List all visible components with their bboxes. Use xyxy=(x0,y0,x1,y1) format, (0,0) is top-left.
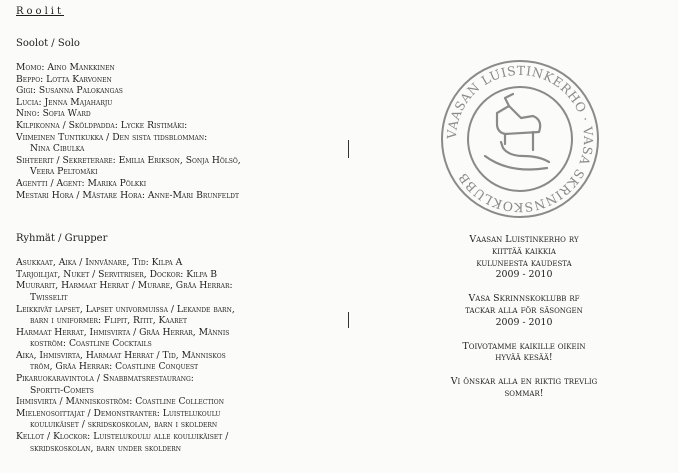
groups-section-title: Ryhmät / Grupper xyxy=(16,233,108,245)
thanks-line: 2009 - 2010 xyxy=(495,269,553,281)
thanks-line: 2009 - 2010 xyxy=(495,316,553,328)
thanks-line: kuluneesta kaudesta xyxy=(476,257,572,269)
solo-entry: Gigi: Susanna Palokangas xyxy=(16,85,123,97)
solo-entry: Lucia: Jenna Majaharju xyxy=(16,96,113,108)
group-entry: Aika, Ihmisvirta, Harmaat Herrat / Tid, Människos tröm, Gråa Herrar: Coastline Conquest xyxy=(16,349,226,373)
solo-entry: Kilpikonna / Sköldpadda: Lycke Ristimäki: xyxy=(16,119,188,131)
group-entry: Kellot / Klockor: Luistelukoulu alle kouluikäiset / skridskoskolan, barn under skoldern xyxy=(16,431,229,454)
solo-list xyxy=(16,62,346,201)
wish-line: sommar! xyxy=(504,387,544,399)
solo-entry: Viimeinen Tuntikukka / Den sista tidsblomman: Nina Cibulka xyxy=(16,131,208,155)
thanks-line: Vaasan Luistinkerho ry xyxy=(469,234,579,245)
wish-line: Toivotamme kaikille oikein xyxy=(462,340,586,352)
roles-heading: Roolit xyxy=(16,6,64,17)
group-entry: Tarjoilijat, Nuket / Servitriser, Dockor: Kilpa B xyxy=(16,268,217,280)
wish-line: Vi önskar alla en riktig trevlig xyxy=(450,376,598,388)
solo-entry: Nino: Sofia Ward xyxy=(16,108,91,120)
solo-entry: Agentti / Agent: Marika Pölkki xyxy=(16,177,147,189)
fold-mark xyxy=(348,312,349,328)
group-entry: Asukkaat, Aika / Innvånare, Tid: Kilpa A xyxy=(16,257,183,269)
group-entry: Pikaruokaravintola / Snabbmatsrestaurang: Sportti-Comets xyxy=(16,373,194,396)
solo-entry: Momo: Aino Mankkinen xyxy=(16,62,115,73)
skate-icon xyxy=(485,94,549,170)
solo-entry: Beppo: Lotta Karvonen xyxy=(16,73,112,85)
club-seal-logo xyxy=(439,58,601,220)
solo-section-title: Soolot / Solo xyxy=(16,38,80,49)
svg-text:VAASAN LUISTINKERHO · VASA SKR: VAASAN LUISTINKERHO · VASA SKRINNSKOKLUBB xyxy=(443,62,597,216)
group-entry: Leikkivät lapset, Lapset univormuissa / Lekande barn, barn i uniformer: Flipit, Ritit, Kaaret xyxy=(16,303,235,327)
group-entry: Mielenosoittajat / Demonstranter: Luistelukoulu kouluikäiset / skridskoskolan, barn i skoldern xyxy=(16,407,221,431)
wish-line: hyvää kesää! xyxy=(495,352,553,364)
solo-entry: Mestari Hora / Mästare Hora: Anne-Mari Brunfeldt xyxy=(16,189,239,201)
groups-list xyxy=(16,257,346,454)
thanks-column xyxy=(420,234,628,400)
fold-mark xyxy=(348,140,349,158)
thanks-line: kiittää kaikkia xyxy=(492,245,556,257)
roles-column xyxy=(16,6,346,454)
group-entry: Harmaat Herrat, Ihmisvirta / Gråa Herrar, Männis koström: Coastline Cocktails xyxy=(16,326,230,350)
group-entry: Muurarit, Harmaat Herrat / Murare, Gråa Herrar: Twisselit xyxy=(16,280,233,303)
solo-entry: Sihteerit / Sekreterare: Emilia Erikson, Sonja Hölsö, Veera Peltomäki xyxy=(16,154,241,178)
group-entry: Ihmisvirta / Människoström: Coastline Collection xyxy=(16,396,224,408)
thanks-line: tackar alla för säsongen xyxy=(465,304,583,316)
thanks-line: Vasa Skrinnskoklubb rf xyxy=(468,293,580,305)
